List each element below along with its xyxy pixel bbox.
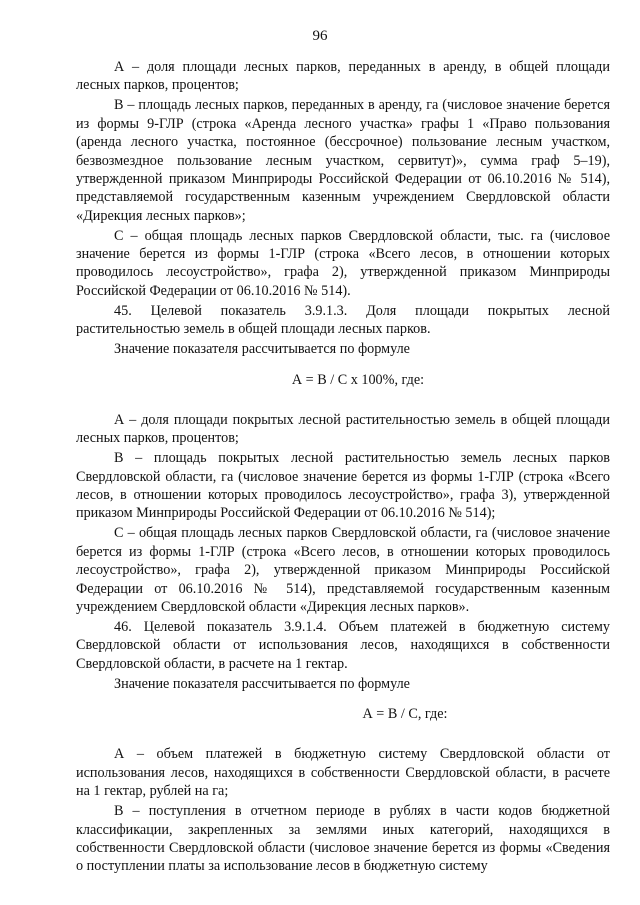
definition-c-total-area-ha: С – общая площадь лесных парков Свердловской области, га (числовое значение берется из формы 1-ГЛР (строка «Всего лесов, в отношении которых проводилось лесоустройство», графа 2), утвержденной приказом Минприроды Российской Федерации от 06.10.2016 № 514), представляемой государственным казенным учреждением Свердловской области «Дирекция лесных парков». <box>76 525 610 615</box>
indicator-45-heading: 45. Целевой показатель 3.9.1.3. Доля площади покрытых лесной растительностью земель в общей площади лесных парков. <box>76 302 610 338</box>
formula-intro: Значение показателя рассчитывается по формуле <box>114 341 410 358</box>
document-body <box>76 58 610 877</box>
formula-45: А = В / С x 100%, где: <box>291 371 425 388</box>
definition-c-total-area: С – общая площадь лесных парков Свердловской области, тыс. га (числовое значение берется из формы 1-ГЛР (строка «Всего лесов, в отношении которых проводилось лесоустройство», графа 2), утвержденной приказом Минприроды Российской Федерации от 06.10.2016 № 514). <box>76 227 610 299</box>
indicator-46-heading: 46. Целевой показатель 3.9.1.4. Объем платежей в бюджетную систему Свердловской области от использования лесов, находящихся в собственности Свердловской области, в расчете на 1 гектар. <box>76 618 610 672</box>
page-number: 96 <box>312 28 328 44</box>
formula-intro: Значение показателя рассчитывается по формуле <box>114 675 410 692</box>
definition-a-payments-per-ha: А – объем платежей в бюджетную систему Свердловской области от использования лесов, находящихся в собственности Свердловской области, в расчете на 1 гектар, рублей на га; <box>76 746 610 800</box>
definition-b-covered-area: В – площадь покрытых лесной растительностью земель лесных парков Свердловской области, га (числовое значение берется из формы 1-ГЛР (строка «Всего лесов, в отношении которых проводилось лесоустройство», графа 3), утвержденной приказом Минприроды Российской Федерации от 06.10.2016 № 514); <box>76 450 610 522</box>
definition-a-covered-share: А – доля площади покрытых лесной растительностью земель в общей площади лесных парков, процентов; <box>76 411 610 447</box>
definition-b-receipts: В – поступления в отчетном периоде в рублях в части кодов бюджетной классификации, закрепленных за землями иных категорий, находящихся в собственности Свердловской области (числовое значение берется из формы «Сведения о поступлении платы за использование лесов в бюджетную систему <box>76 803 610 875</box>
formula-46: А = В / С, где: <box>362 706 448 722</box>
definition-b-leased-area: В – площадь лесных парков, переданных в аренду, га (числовое значение берется из формы 9-ГЛР (строка «Аренда лесного участка» графы 1 «Право пользования (аренда лесного участка, постоянное (бессрочное) пользование лесным участком, безвозмездное пользование лесным участком, сервитут)», сумма граф 5–19), утвержденной приказом Минприроды Российской Федерации от 06.10.2016 № 514), представляемой государственным казенным учреждением Свердловской области «Дирекция лесных парков»; <box>76 97 610 224</box>
definition-a-lease-share: А – доля площади лесных парков, переданных в аренду, в общей площади лесных парков, процентов; <box>76 59 610 94</box>
